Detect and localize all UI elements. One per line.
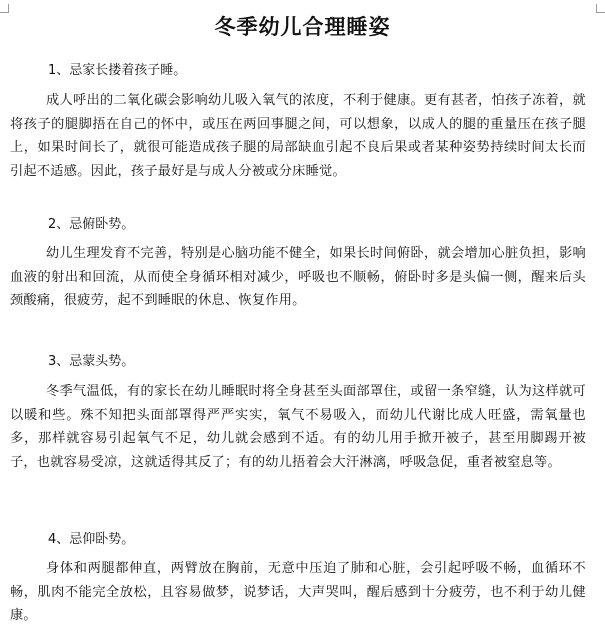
section-heading-3: 3、忌蒙头势。 <box>48 354 135 369</box>
section-heading-2: 2、忌俯卧势。 <box>48 217 135 232</box>
section-body-3: 冬季气温低，有的家长在幼儿睡眠时将全身甚至头面部罩住，或留一条窄缝，认为这样就可以暖和些。殊不知把头面部罩得严严实实，氧气不易吸入，而幼儿代谢比成人旺盛，需氧量也多，那样就容易引起氧气不足，幼儿就会感到不适。有的幼儿用手掀开被子，甚至用脚踢开被子，也就容易受凉，这就适得其反了；有的幼儿捂着会大汗淋漓，呼吸急促，重者被窒息等。 <box>10 384 586 470</box>
section-heading-1: 1、忌家长搂着孩子睡。 <box>48 63 187 78</box>
section-body-4: 身体和两腿都伸直，两臂放在胸前，无意中压迫了肺和心脏，会引起呼吸不畅，血循环不畅，肌肉不能完全放松，且容易做梦，说梦话，大声哭叫，醒后感到十分疲劳，也不利于幼儿健康。 <box>10 561 586 623</box>
document-title: 冬季幼儿合理睡姿 <box>214 15 391 39</box>
section-body-1: 成人呼出的二氧化碳会影响幼儿吸入氧气的浓度，不利于健康。更有甚者，怕孩子冻着，就将孩子的腿脚捂在自己的怀中，或压在两回事腿之间，可以想象，以成人的腿的重量压在孩子腿上，如果时间长了，就很可能造成孩子腿的局部缺血引起不良后果或者某种姿势持续时间太长而引起不适感。因此，孩子最好是与成人分被或分床睡觉。 <box>10 93 586 179</box>
section-body-2: 幼儿生理发育不完善，特别是心脑功能不健全，如果长时间俯卧，就会增加心脏负担，影响血液的射出和回流，从而使全身循环相对减少，呼吸也不顺畅，俯卧时多是头偏一侧，醒来后头颈酸痛，很疲劳，起不到睡眠的休息、恢复作用。 <box>10 246 586 308</box>
section-heading-4: 4、忌仰卧势。 <box>48 532 135 547</box>
